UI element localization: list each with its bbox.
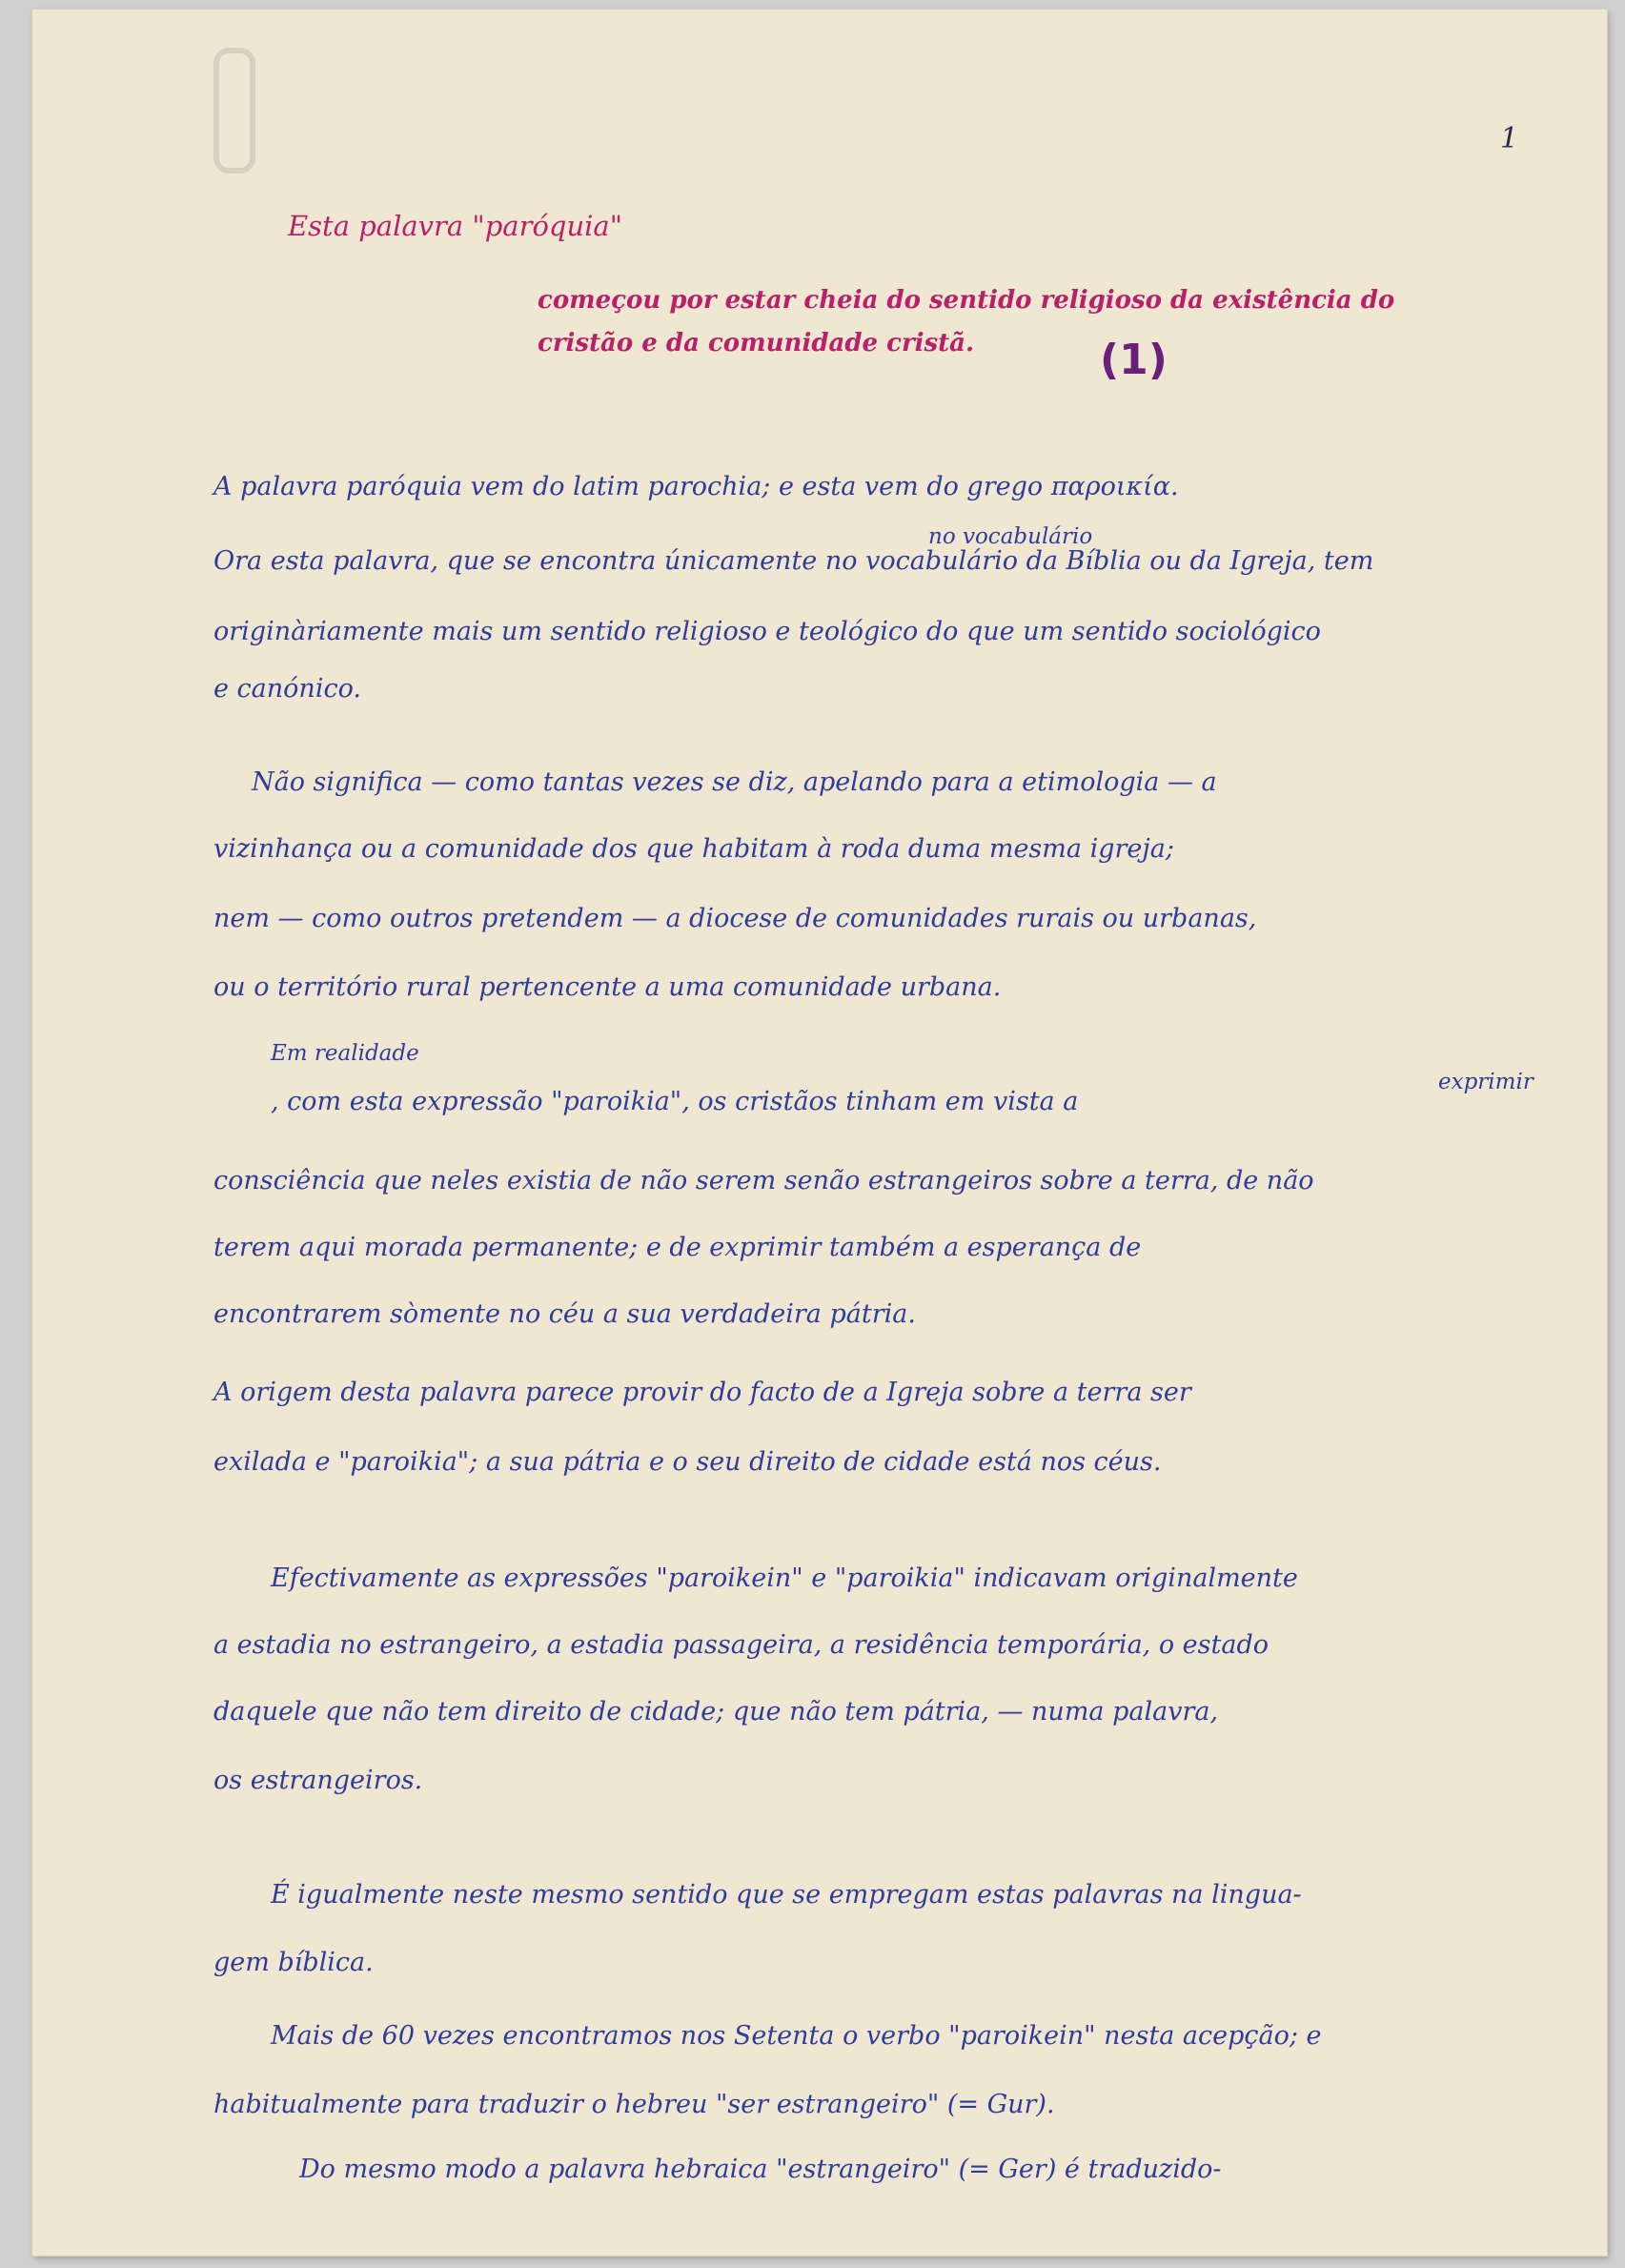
text-line: Do mesmo modo a palavra hebraica "estrangeiro" (= Ger) é traduzido- (299, 2155, 1222, 2184)
text-line: Efectivamente as expressões "paroikein" e "paroikia" indicavam originalmente (271, 1563, 1298, 1593)
text-line: vizinhança ou a comunidade dos que habitam à roda duma mesma igreja; (213, 834, 1174, 864)
text-line: Mais de 60 vezes encontramos nos Setenta o verbo "paroikein" nesta acepção; e (271, 2021, 1322, 2051)
text-line: ou o território rural pertencente a uma comunidade urbana. (213, 972, 1002, 1002)
text-line: a estadia no estrangeiro, a estadia passageira, a residência temporária, o estado (213, 1630, 1269, 1660)
text-line: nem — como outros pretendem — a diocese de comunidades rurais ou urbanas, (213, 904, 1257, 933)
heading-line-2: cristão e da comunidade cristã. (538, 329, 975, 358)
page-number: 1 (1500, 122, 1519, 155)
inserted-word: no vocabulário (928, 524, 1093, 549)
text-line: encontrarem sòmente no céu a sua verdadeira pátria. (213, 1299, 916, 1329)
text-line: terem aqui morada permanente; e de exprimir também a esperança de (213, 1233, 1142, 1262)
text-line: daquele que não tem direito de cidade; que não tem pátria, — numa palavra, (213, 1697, 1219, 1727)
paper-clip-mark (213, 48, 255, 174)
text-line: A palavra paróquia vem do latim parochia; e esta vem do grego παροικία. (213, 472, 1179, 501)
text-line: e canónico. (213, 674, 361, 704)
heading-line-1: começou por estar cheia do sentido religioso da existência do (538, 286, 1395, 315)
text-line: É igualmente neste mesmo sentido que se empregam estas palavras na lingua- (271, 1880, 1302, 1910)
text-line: habitualmente para traduzir o hebreu "ser estrangeiro" (= Gur). (213, 2090, 1055, 2119)
inserted-word: exprimir (1438, 1070, 1534, 1094)
text-line: Não significa — como tantas vezes se diz, apelando para a etimologia — a (252, 767, 1217, 797)
manuscript-page (32, 10, 1607, 2256)
text-line: , com esta expressão "paroikia", os cristãos tinham em vista a (271, 1087, 1079, 1116)
text-line: gem bíblica. (213, 1948, 374, 1977)
heading: Esta palavra "paróquia" (288, 210, 623, 242)
note-reference: (1) (1100, 336, 1168, 384)
text-line: consciência que neles existia de não serem senão estrangeiros sobre a terra, de não (213, 1166, 1314, 1195)
text-line: A origem desta palavra parece provir do facto de a Igreja sobre a terra ser (213, 1378, 1191, 1407)
text-line: Ora esta palavra, que se encontra únicamente no vocabulário da Bíblia ou da Igreja, tem (213, 546, 1374, 576)
text-line: os estrangeiros. (213, 1766, 423, 1795)
inserted-word: Em realidade (271, 1041, 419, 1066)
text-line: originàriamente mais um sentido religioso e teológico do que um sentido sociológico (213, 617, 1321, 646)
text-line: exilada e "paroikia"; a sua pátria e o seu direito de cidade está nos céus. (213, 1447, 1162, 1477)
